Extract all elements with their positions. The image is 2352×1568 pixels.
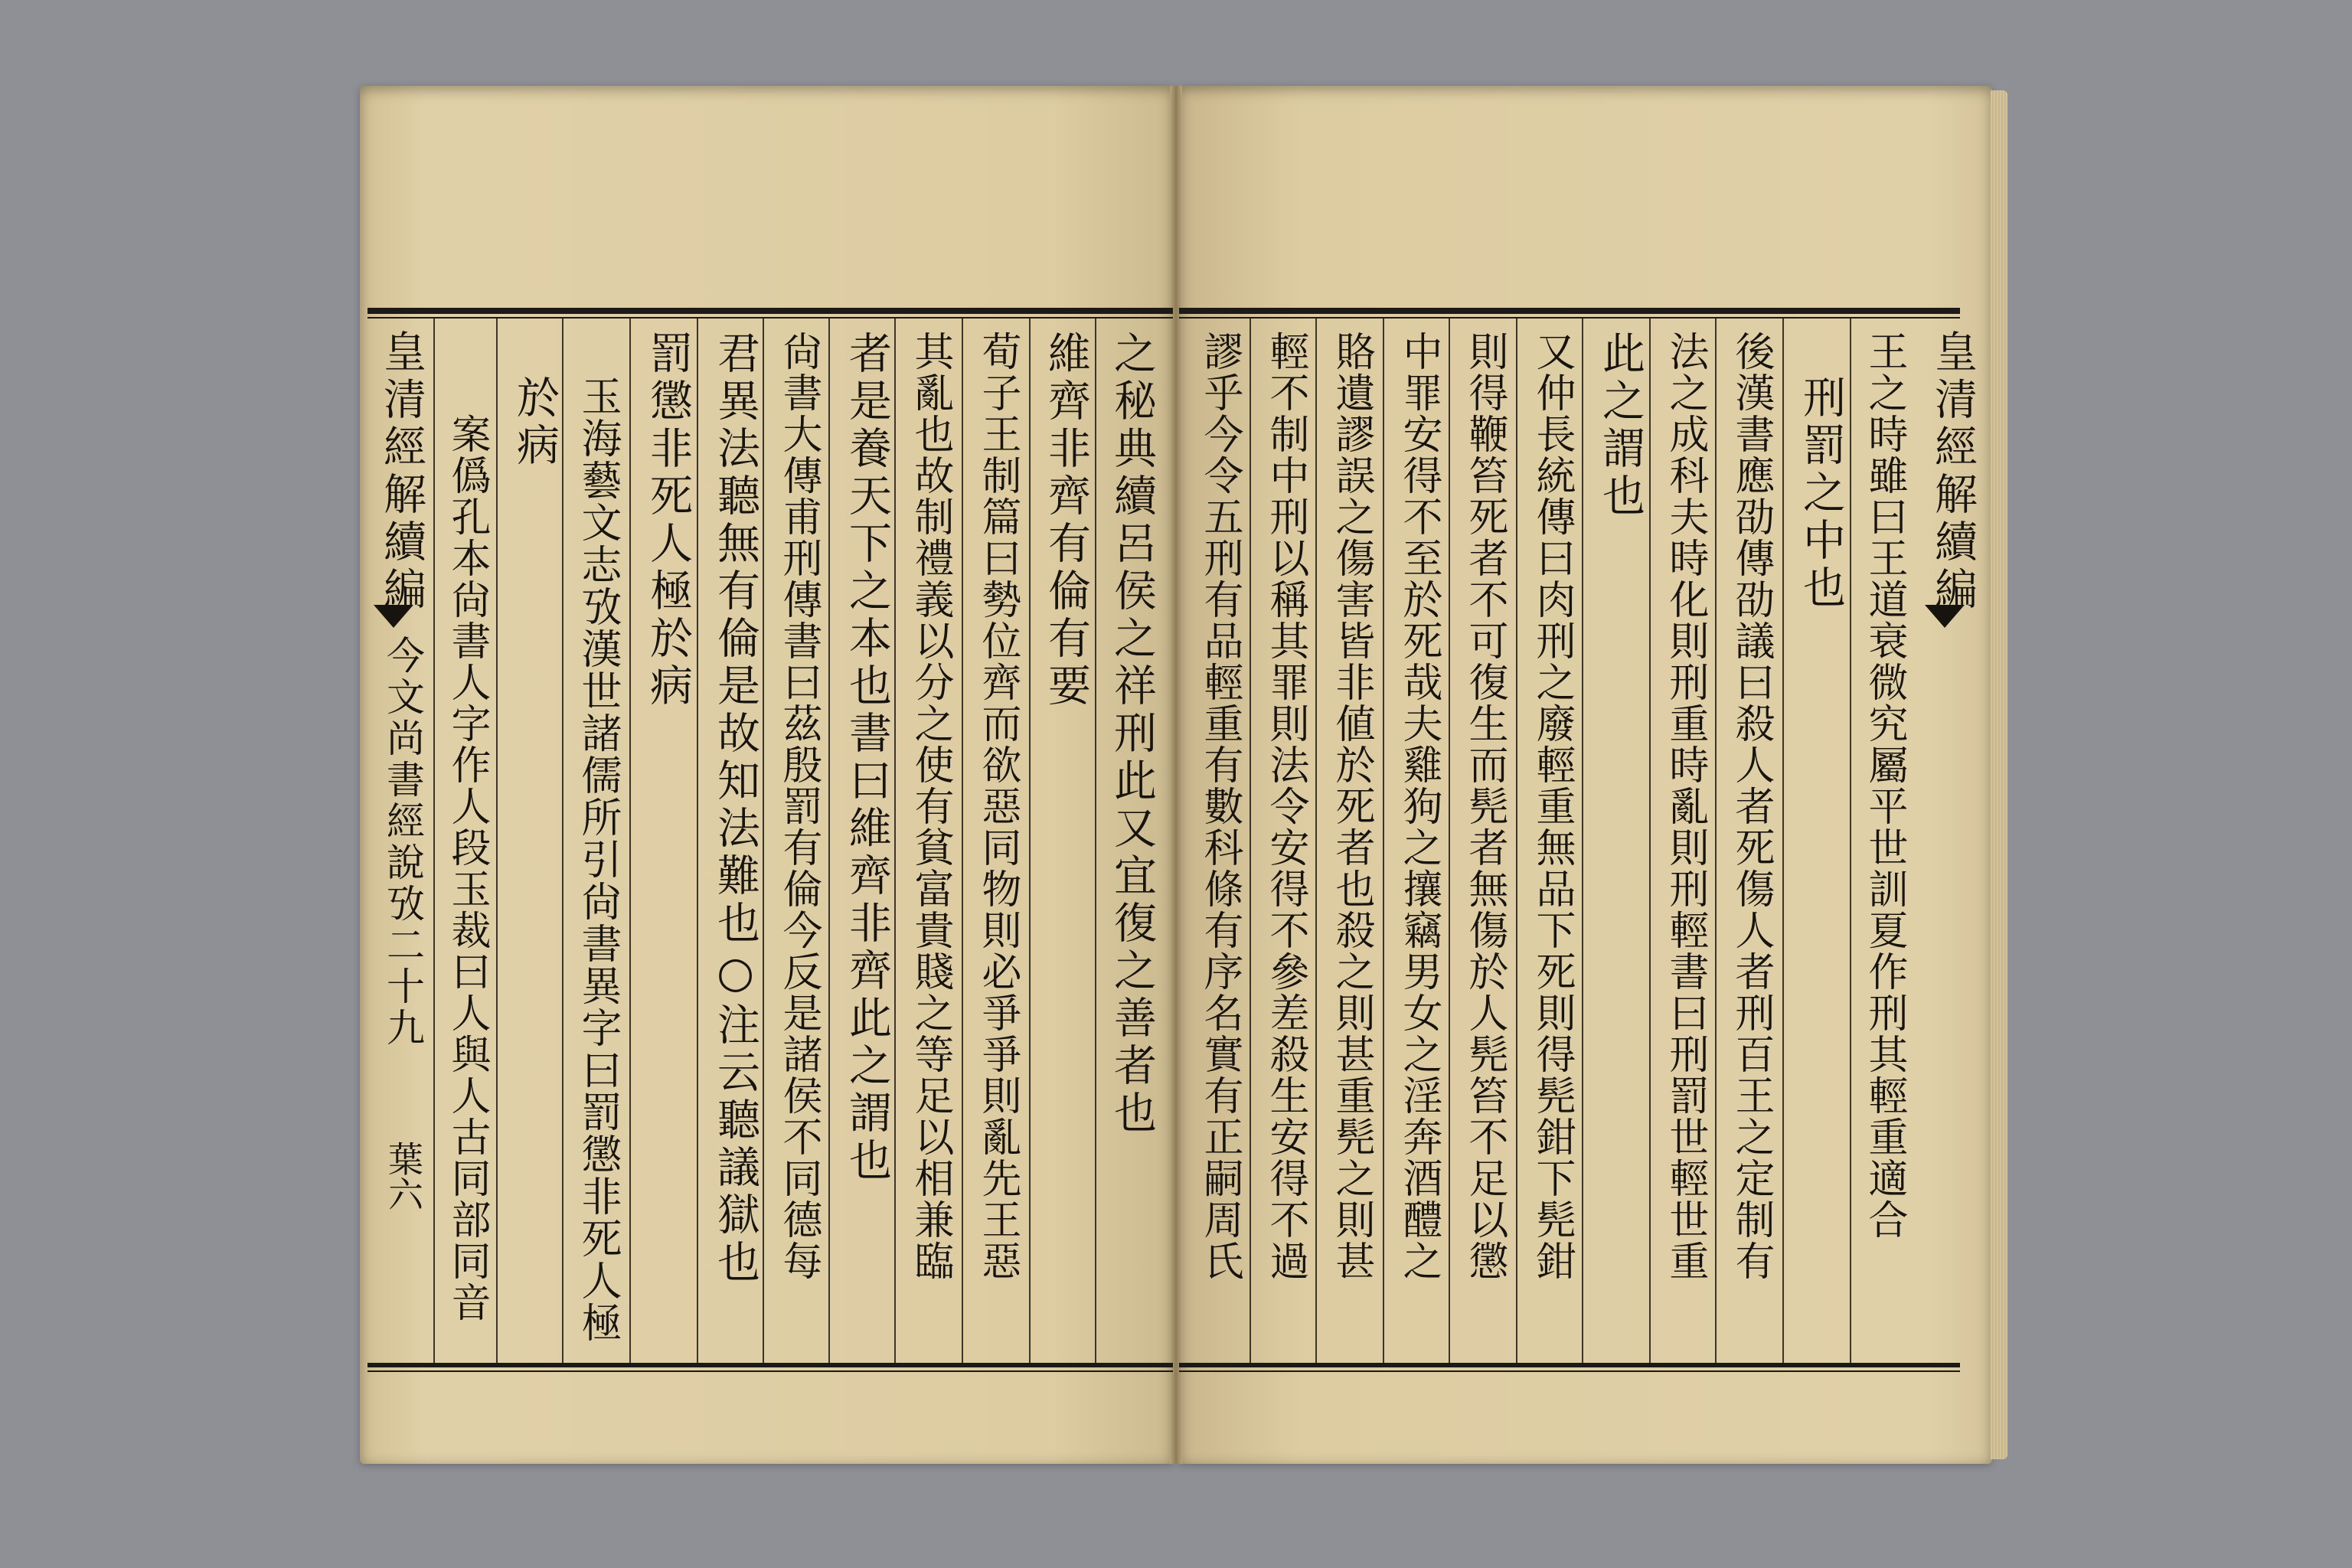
column-divider bbox=[1715, 318, 1717, 1363]
text-column: 法之成科夫時化則刑重時亂則刑輕書曰刑罰世輕世重 bbox=[1662, 331, 1708, 1282]
column-divider bbox=[1449, 318, 1450, 1363]
column-divider bbox=[697, 318, 698, 1363]
text-column: 荀子王制篇曰勢位齊而欲惡同物則必爭爭則亂先王惡 bbox=[975, 331, 1021, 1282]
text-column: 玉海藝文志攷漢世諸儒所引尙書異字曰罰懲非死人極 bbox=[575, 375, 622, 1344]
text-column: 賂遺謬誤之傷害皆非値於死者也殺之則甚重髡之則甚 bbox=[1328, 331, 1374, 1282]
right-margin-title: 皇清經解續編 bbox=[1928, 329, 1978, 614]
column-divider bbox=[433, 318, 435, 1363]
column-divider bbox=[1315, 318, 1317, 1363]
column-divider bbox=[1250, 318, 1251, 1363]
left-margin-title: 皇清經解續編 bbox=[377, 329, 426, 614]
column-divider bbox=[828, 318, 830, 1363]
right-top-rule bbox=[1179, 308, 1960, 314]
column-divider bbox=[496, 318, 498, 1363]
column-divider bbox=[1582, 318, 1583, 1363]
column-divider bbox=[629, 318, 631, 1363]
book-gutter bbox=[1170, 86, 1182, 1464]
text-column: 中罪安得不至於死哉夫雞狗之攘竊男女之淫奔酒醴之 bbox=[1396, 331, 1442, 1282]
column-divider bbox=[1850, 318, 1851, 1363]
page-edges bbox=[1991, 90, 2007, 1459]
text-column: 此之謂也 bbox=[1596, 331, 1645, 521]
text-column: 者是養天下之本也書曰維齊非齊此之謂也 bbox=[842, 331, 892, 1185]
text-column: 又仲長統傳曰肉刑之廢輕重無品下死則得髡鉗下髡鉗 bbox=[1529, 331, 1575, 1282]
column-divider bbox=[562, 318, 564, 1363]
column-divider bbox=[1383, 318, 1384, 1363]
right-bottom-rule bbox=[1179, 1363, 1960, 1367]
left-bottom-rule bbox=[368, 1363, 1173, 1367]
column-divider bbox=[1782, 318, 1784, 1363]
column-divider bbox=[962, 318, 963, 1363]
left-folio: 葉六 bbox=[383, 1141, 424, 1211]
column-divider bbox=[1516, 318, 1517, 1363]
column-divider bbox=[894, 318, 896, 1363]
text-column: 則得鞭笞死者不可復生而髡者無傷於人髡笞不足以懲 bbox=[1462, 331, 1508, 1282]
text-column: 君異法聽無有倫是故知法難也○注云聽議獄也 bbox=[710, 331, 760, 1287]
left-top-rule bbox=[368, 308, 1173, 314]
left-top-rule-thin bbox=[368, 317, 1173, 318]
text-column: 謬乎今令五刑有品輕重有數科條有序名實有正嗣周氏 bbox=[1197, 331, 1243, 1282]
column-divider bbox=[1095, 318, 1096, 1363]
text-column: 於病 bbox=[510, 375, 560, 470]
text-column: 其亂也故制禮義以分之使有貧富貴賤之等足以相兼臨 bbox=[907, 331, 953, 1282]
text-column: 王之時雖曰王道衰微究屬平世訓夏作刑其輕重適合 bbox=[1861, 331, 1907, 1240]
left-margin-subtitle: 今文尚書經說攷二十九 bbox=[381, 635, 425, 1049]
text-column: 罰懲非死人極於病 bbox=[643, 331, 693, 710]
text-column: 刑罰之中也 bbox=[1796, 375, 1846, 612]
column-divider bbox=[1029, 318, 1031, 1363]
text-column: 維齊非齊有倫有要 bbox=[1041, 331, 1091, 710]
text-column: 之秘典續呂侯之祥刑此又宜復之善者也 bbox=[1107, 331, 1157, 1138]
column-divider bbox=[763, 318, 764, 1363]
right-bottom-rule-thin bbox=[1179, 1370, 1960, 1372]
text-column: 後漢書應劭傳劭議曰殺人者死傷人者刑百王之定制有 bbox=[1728, 331, 1774, 1282]
column-divider bbox=[1649, 318, 1651, 1363]
fish-tail-mark bbox=[1925, 605, 1965, 628]
fish-tail-mark bbox=[374, 605, 413, 628]
text-column: 尙書大傳甫刑傳書曰茲殷罰有倫今反是諸侯不同德每 bbox=[776, 331, 822, 1282]
text-column: 輕不制中刑以稱其罪則法令安得不參差殺生安得不過 bbox=[1263, 331, 1308, 1282]
left-bottom-rule-thin bbox=[368, 1370, 1173, 1372]
right-top-rule-thin bbox=[1179, 317, 1960, 318]
text-column: 案僞孔本尙書人字作人段玉裁曰人與人古同部同音 bbox=[444, 413, 490, 1323]
